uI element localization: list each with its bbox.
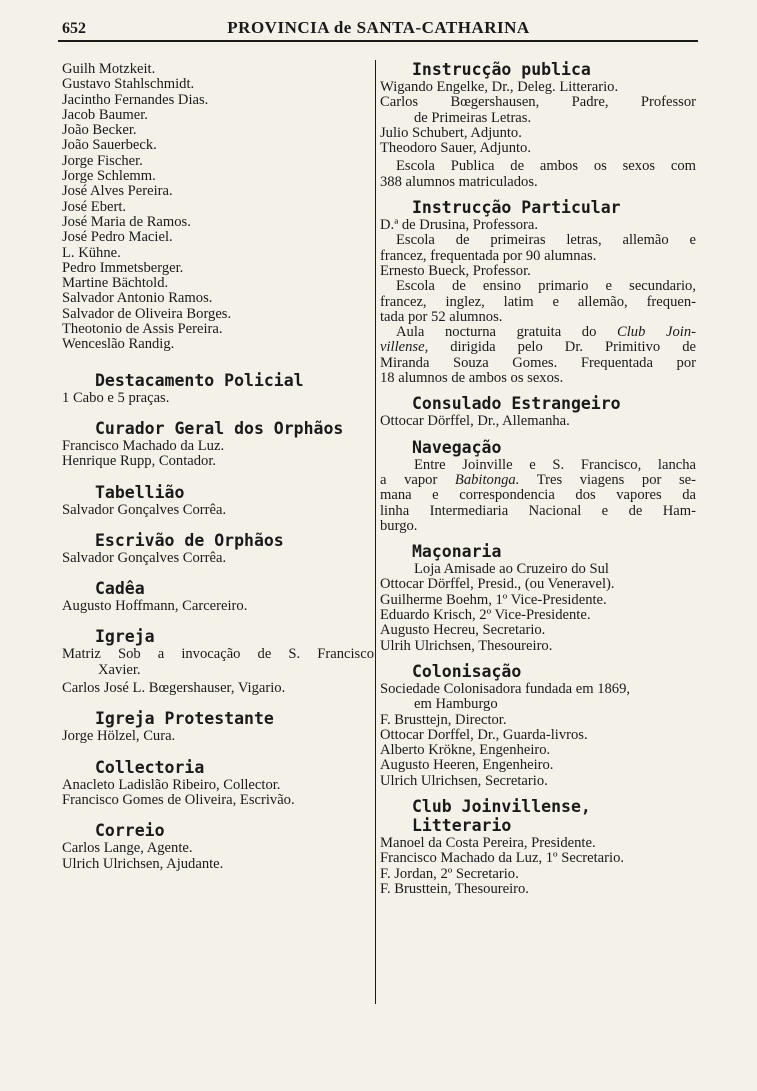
club-name-italic: Club Join-: [617, 324, 696, 341]
consulado-line: Ottocar Dörffel, Dr., Allemanha.: [380, 413, 570, 430]
igreja-protestante-line: Jorge Hölzel, Cura.: [62, 728, 176, 745]
list-item: José Pedro Maciel.: [62, 229, 173, 246]
list-item: João Sauerbeck.: [62, 137, 157, 154]
section-heading-curador: Curador Geral dos Orphãos: [95, 418, 344, 438]
correio-line: Carlos Lange, Agente.: [62, 840, 193, 857]
maconaria-line: Eduardo Krisch, 2º Vice-Presidente.: [380, 607, 591, 624]
section-heading-correio: Correio: [95, 821, 165, 841]
colonisacao-line: Ulrich Ulrichsen, Secretario.: [380, 772, 548, 789]
colonisacao-line: Sociedade Colonisadora fundada em 1869,: [380, 680, 631, 697]
instruccao-publica-line: Julio Schubert, Adjunto.: [380, 124, 522, 141]
navegacao-line: burgo.: [380, 517, 418, 534]
instruccao-publica-line: de Primeiras Letras.: [414, 109, 532, 126]
vessel-name-italic: Babitonga.: [454, 471, 520, 488]
list-item: Gustavo Stahlschmidt.: [62, 76, 195, 93]
list-item: Wenceslão Randig.: [62, 336, 175, 353]
club-line: Manoel da Costa Pereira, Presidente.: [380, 834, 596, 851]
section-heading-colonisacao: Colonisação: [412, 661, 522, 681]
club-line: Francisco Machado da Luz, 1º Secretario.: [380, 850, 625, 867]
aula-text: Aula nocturna gratuita do: [396, 324, 597, 341]
section-heading-maconaria: Maçonaria: [412, 542, 502, 562]
section-heading-instruccao-particular: Instrucção Particular: [412, 198, 621, 218]
colonisacao-line: Augusto Heeren, Engenheiro.: [380, 757, 554, 774]
navegacao-line: [380, 473, 696, 488]
list-item: José Maria de Ramos.: [62, 213, 191, 230]
colonisacao-line: F. Brusttejn, Director.: [380, 711, 507, 728]
instruccao-publica-line: 388 alumnos matriculados.: [380, 173, 538, 190]
instruccao-particular-line: D.ª de Drusina, Professora.: [380, 217, 539, 234]
instruccao-publica-line: Carlos Bœgershausen, Padre, Professor: [380, 94, 696, 111]
list-item: Jorge Fischer.: [62, 152, 143, 169]
instruccao-publica-line: Escola Publica de ambos os sexos com: [396, 158, 696, 175]
section-heading-destacamento: Destacamento Policial: [95, 370, 304, 390]
instruccao-particular-line: 18 alumnos de ambos os sexos.: [380, 370, 564, 387]
maconaria-line: Loja Amisade ao Cruzeiro do Sul: [414, 561, 609, 578]
instruccao-publica-line: Theodoro Sauer, Adjunto.: [380, 140, 532, 157]
section-heading-collectoria: Collectoria: [95, 757, 205, 777]
maconaria-line: Ulrih Ulrichsen, Thesoureiro.: [380, 637, 553, 654]
running-head: PROVINCIA de SANTA-CATHARINA: [227, 18, 530, 37]
instruccao-particular-line: francez, frequentada por 90 alumnas.: [380, 247, 597, 264]
instruccao-particular-line: Ernesto Bueck, Professor.: [380, 262, 531, 279]
curador-line: Henrique Rupp, Contador.: [62, 453, 217, 470]
curador-line: Francisco Machado da Luz.: [62, 437, 225, 454]
tabelliao-line: Salvador Gonçalves Corrêa.: [62, 501, 227, 518]
instruccao-particular-line: francez, inglez, latim e allemão, frequen-: [380, 293, 696, 310]
section-heading-instruccao-publica: Instrucção publica: [412, 60, 591, 79]
list-item: Salvador de Oliveira Borges.: [62, 305, 232, 322]
cadea-line: Augusto Hoffmann, Carcereiro.: [62, 598, 248, 615]
collectoria-line: Francisco Gomes de Oliveira, Escrivão.: [62, 791, 295, 808]
page-number: 652: [62, 20, 86, 37]
escrivao-line: Salvador Gonçalves Corrêa.: [62, 549, 227, 566]
igreja-line: Matriz Sob a invocação de S. Francisco: [62, 646, 374, 663]
instruccao-particular-line: tada por 52 alumnos.: [380, 308, 503, 325]
list-item: Theotonio de Assis Pereira.: [62, 321, 223, 338]
colonisacao-line: Ottocar Dorffel, Dr., Guarda-livros.: [380, 726, 588, 743]
collectoria-line: Anacleto Ladislão Ribeiro, Collector.: [62, 776, 281, 793]
list-item: Jacintho Fernandes Dias.: [62, 91, 209, 108]
list-item: Salvador Antonio Ramos.: [62, 290, 213, 307]
navegacao-line: mana e correspondencia dos vapores da: [380, 487, 696, 504]
instruccao-particular-line: Miranda Souza Gomes. Frequentada por: [380, 354, 696, 371]
maconaria-line: Guilherme Boehm, 1º Vice-Presidente.: [380, 591, 607, 608]
list-item: José Alves Pereira.: [62, 183, 173, 200]
section-heading-igreja: Igreja: [95, 627, 155, 647]
section-heading-cadea: Cadêa: [95, 579, 145, 599]
correio-line: Ulrich Ulrichsen, Ajudante.: [62, 855, 224, 872]
destacamento-line: 1 Cabo e 5 praças.: [62, 389, 170, 406]
list-item: Jorge Schlemm.: [62, 168, 156, 185]
list-item: Guilh Motzkeit.: [62, 61, 156, 77]
section-heading-navegacao: Navegação: [412, 437, 502, 457]
igreja-vigario: Carlos José L. Bœgershauser, Vigario.: [62, 680, 286, 697]
list-item: João Becker.: [62, 122, 137, 139]
instruccao-particular-line: Escola de ensino primario e secundario,: [396, 278, 696, 295]
navegacao-text: Tres viagens por se-: [536, 471, 696, 488]
club-name-italic: villense,: [380, 339, 429, 356]
maconaria-line: Augusto Hecreu, Secretario.: [380, 622, 546, 639]
section-heading-tabelliao: Tabellião: [95, 482, 185, 502]
list-item: José Ebert.: [62, 198, 127, 215]
navegacao-line: linha Intermediaria Nacional e de Ham-: [380, 502, 696, 519]
dirigida-text: dirigida pelo Dr. Primitivo de: [450, 339, 696, 356]
club-line: F. Brusttein, Thesoureiro.: [380, 880, 529, 897]
colonisacao-line: em Hamburgo: [414, 696, 498, 713]
navegacao-text: a vapor: [380, 471, 438, 488]
maconaria-line: Ottocar Dörffel, Presid., (ou Veneravel).: [380, 576, 615, 593]
list-item: Pedro Immetsberger.: [62, 259, 184, 276]
list-item: Martine Bächtold.: [62, 275, 169, 292]
colonisacao-line: Alberto Krökne, Engenheiro.: [380, 742, 551, 759]
navegacao-line: Entre Joinville e S. Francisco, lancha: [414, 456, 696, 473]
list-item: Jacob Baumer.: [62, 106, 148, 123]
instruccao-particular-line: [380, 325, 696, 340]
section-heading-escrivao: Escrivão de Orphãos: [95, 530, 284, 550]
list-item: L. Kühne.: [62, 244, 121, 261]
header-rule: [58, 40, 698, 42]
section-heading-igreja-protestante: Igreja Protestante: [95, 709, 274, 729]
section-heading-consulado: Consulado Estrangeiro: [412, 394, 621, 414]
instruccao-particular-line: [380, 340, 696, 355]
instruccao-publica-line: Wigando Engelke, Dr., Deleg. Litterario.: [380, 79, 619, 95]
section-heading-club: Club Joinvillense, Litterario: [412, 796, 591, 835]
left-column: [62, 62, 374, 872]
igreja-line: Xavier.: [98, 661, 141, 678]
column-divider: [375, 60, 376, 1004]
names-list: [62, 62, 374, 353]
instruccao-particular-line: Escola de primeiras letras, allemão e: [396, 232, 696, 249]
club-line: F. Jordan, 2º Secretario.: [380, 865, 519, 882]
right-column: [380, 62, 696, 897]
